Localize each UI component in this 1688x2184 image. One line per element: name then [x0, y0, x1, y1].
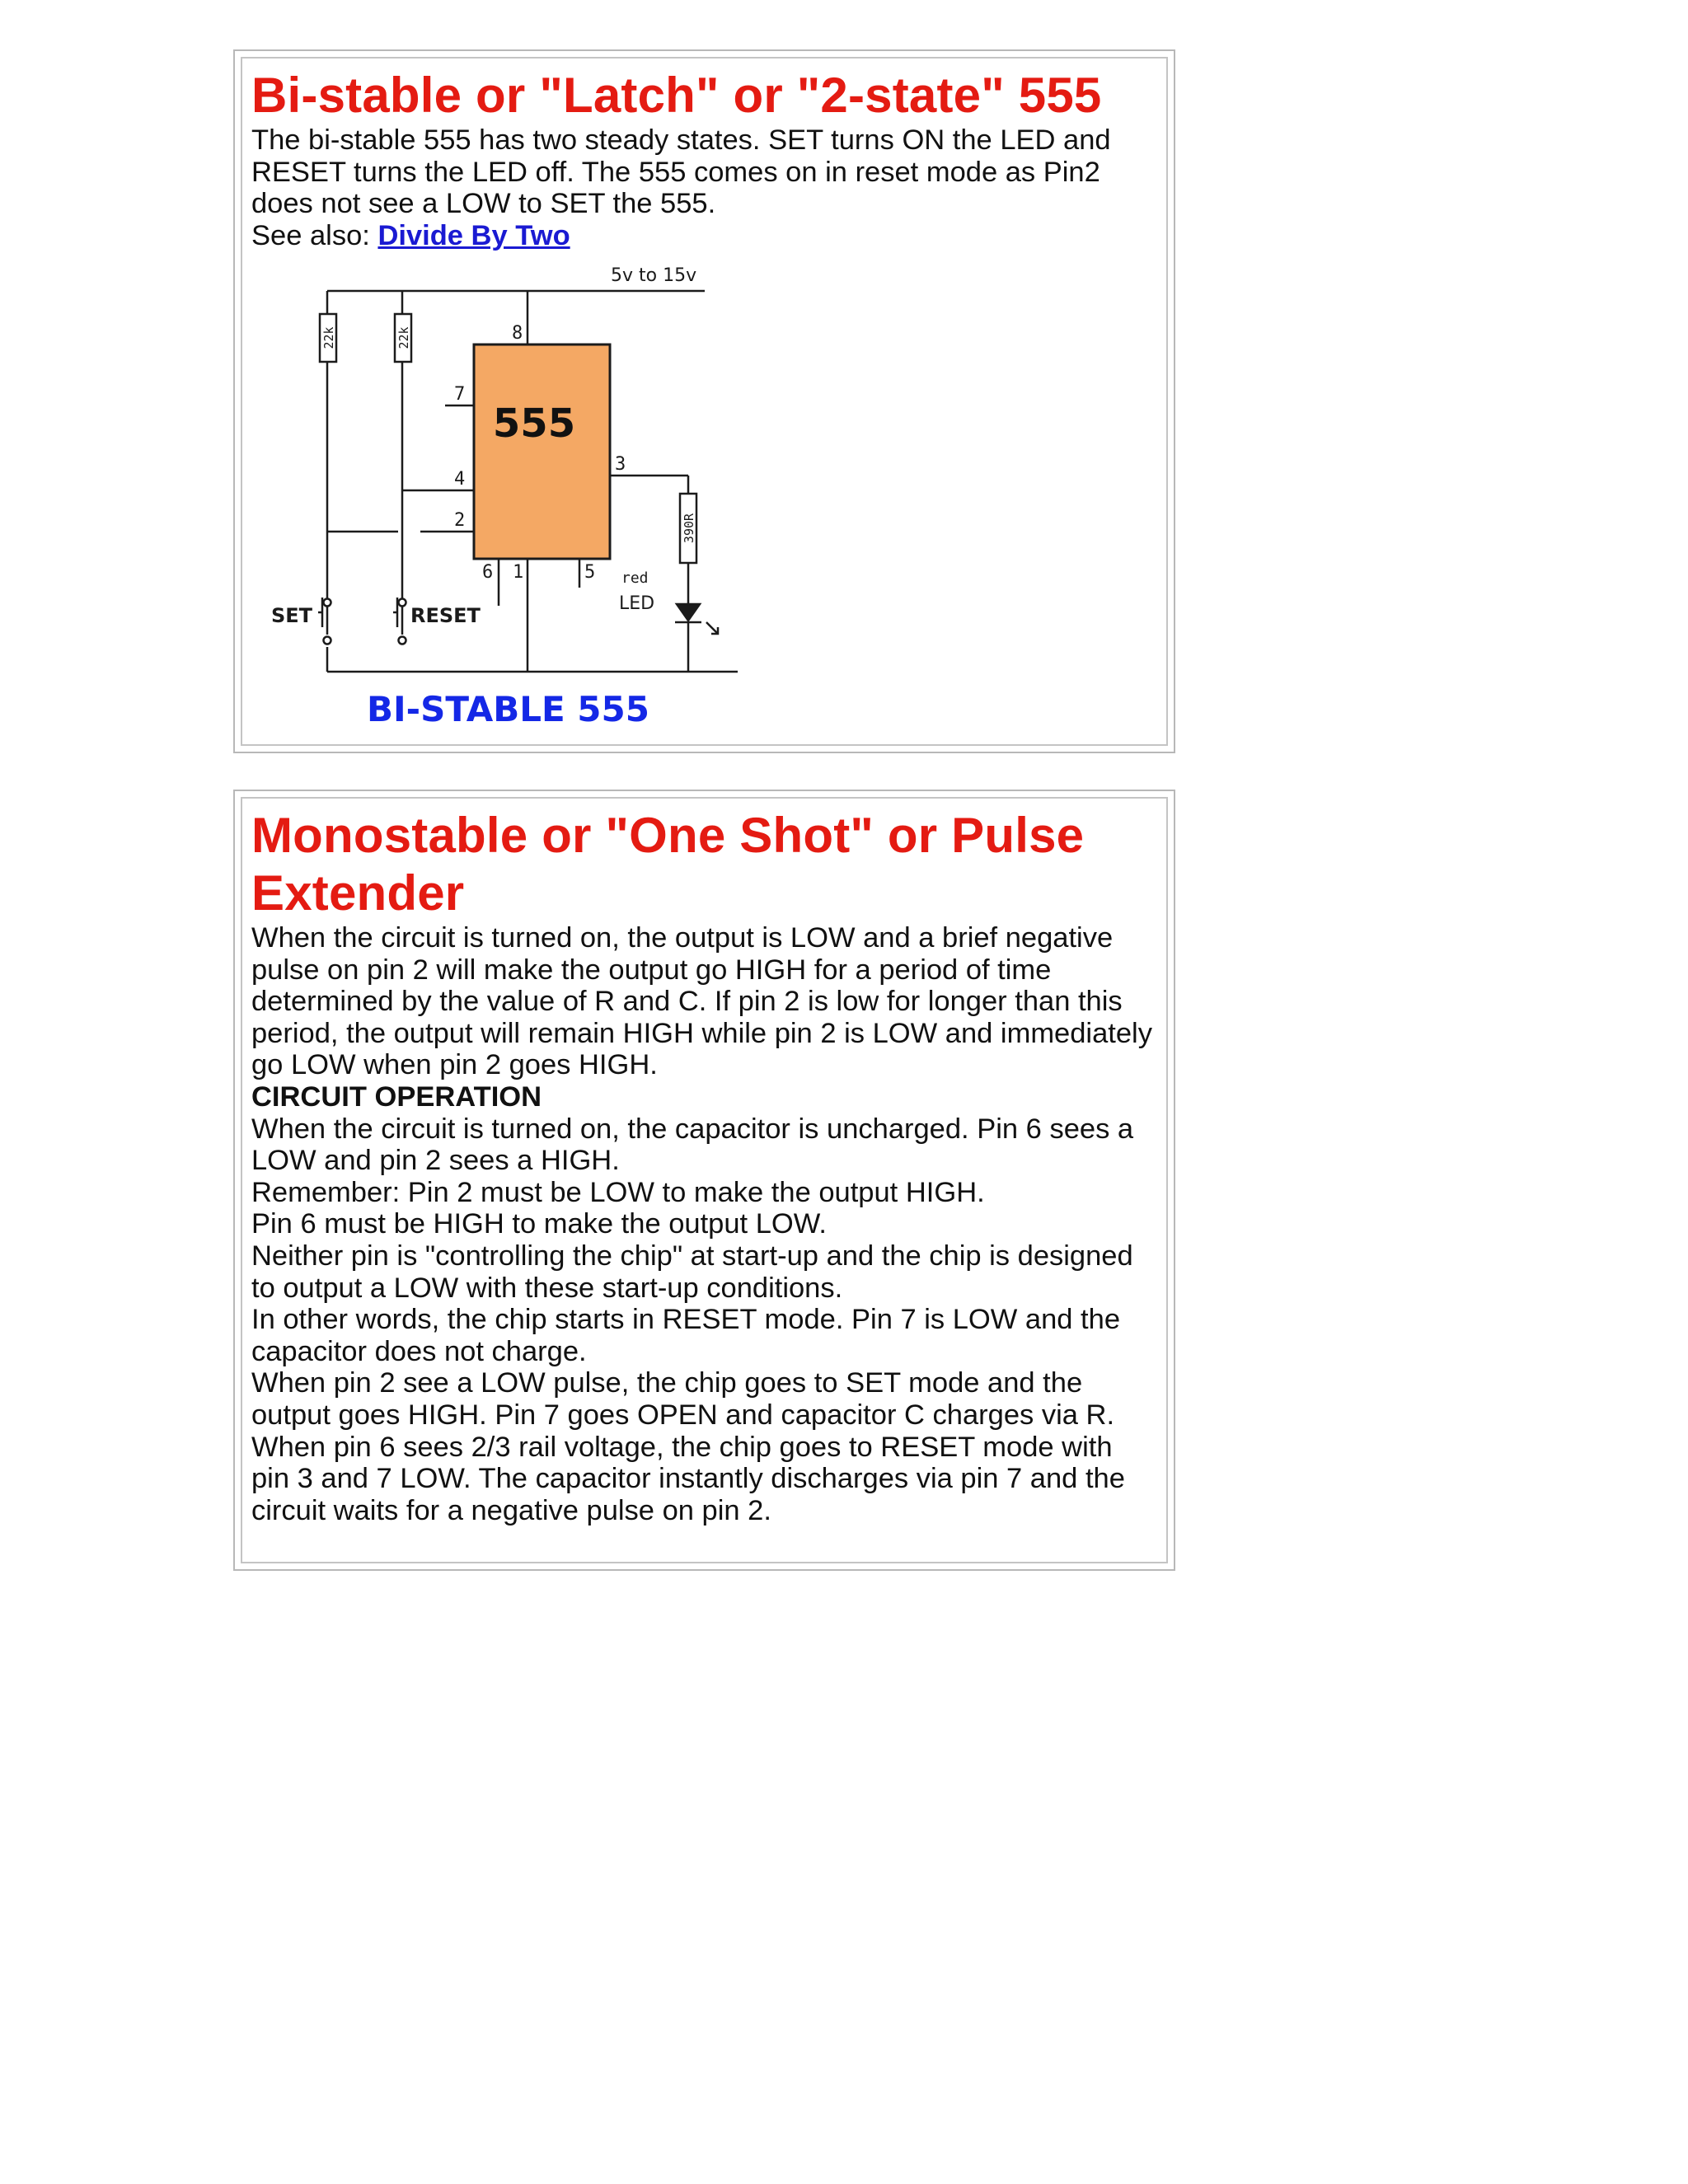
r2-label: 22k	[396, 326, 411, 349]
circuit-operation-heading: CIRCUIT OPERATION	[251, 1080, 542, 1113]
set-label: SET	[271, 604, 313, 628]
monostable-title-line1: Monostable or "One Shot" or Pulse	[251, 808, 1085, 863]
r3-label: 390R	[682, 513, 696, 544]
see-also-label: See also:	[251, 219, 378, 251]
supply-label: 5v to 15v	[611, 265, 697, 287]
bistable-panel	[233, 49, 1175, 753]
monostable-body	[251, 922, 1158, 1526]
pin2-label: 2	[454, 510, 466, 532]
operation-line: When the circuit is turned on, the capacitor is uncharged. Pin 6 sees a LOW and pin 2 sees a HIGH.	[251, 1113, 1134, 1177]
pin7-label: 7	[454, 384, 466, 405]
see-also-line	[251, 220, 1158, 252]
r1-label: 22k	[321, 326, 336, 349]
led-red-label: red	[621, 569, 649, 588]
bistable-body	[251, 124, 1158, 251]
monostable-title-line2: Extender	[251, 865, 465, 921]
monostable-title	[251, 807, 1158, 922]
set-switch	[318, 598, 331, 644]
bistable-description: The bi-stable 555 has two steady states. SET turns ON the LED and RESET turns the LED off. The 555 comes on in reset mode as Pin2 does not see a LOW to SET the 555.	[251, 124, 1111, 220]
operation-line: When pin 2 see a LOW pulse, the chip goes to SET mode and the output goes HIGH. Pin 7 goes OPEN and capacitor C charges via R. When pin 6 sees 2/3 rail voltage, the chip goes to RESET mode with pin 3 and 7 LOW. The capacitor instantly discharges via pin 7 and the circuit waits for a negative pulse on pin 2.	[251, 1367, 1125, 1526]
operation-line: Neither pin is "controlling the chip" at start-up and the chip is designed to output a LOW with these start-up conditions.	[251, 1240, 1133, 1304]
operation-line: Remember: Pin 2 must be LOW to make the output HIGH.	[251, 1176, 985, 1208]
led-symbol	[675, 604, 718, 634]
monostable-panel	[233, 790, 1175, 1571]
bistable-title: Bi-stable or "Latch" or "2-state" 555	[251, 68, 1102, 123]
pin3-label: 3	[615, 454, 626, 476]
operation-line: Pin 6 must be HIGH to make the output LOW.	[251, 1208, 827, 1240]
operation-line: In other words, the chip starts in RESET mode. Pin 7 is LOW and the capacitor does not charge.	[251, 1304, 1121, 1367]
monostable-panel-inner	[241, 797, 1168, 1563]
reset-label: RESET	[410, 604, 481, 628]
bistable-circuit-diagram	[251, 260, 762, 738]
pin8-label: 8	[512, 323, 523, 344]
divide-by-two-link[interactable]: Divide By Two	[377, 219, 570, 251]
chip-body	[474, 344, 610, 559]
pin6-label: 6	[482, 562, 494, 583]
pin5-label: 5	[584, 562, 596, 583]
pin4-label: 4	[454, 469, 466, 490]
monostable-intro: When the circuit is turned on, the output is LOW and a brief negative pulse on pin 2 will make the output go HIGH for a period of time determined by the value of R and C. If pin 2 is low for longer than this period, the output will remain HIGH while pin 2 is LOW and immediately go LOW when pin 2 goes HIGH.	[251, 922, 1152, 1081]
reset-switch	[393, 598, 406, 644]
led-label: LED	[619, 593, 655, 615]
pin1-label: 1	[513, 562, 524, 583]
diagram-caption: BI-STABLE 555	[367, 689, 649, 730]
bistable-panel-inner	[241, 57, 1168, 746]
chip-label: 555	[492, 401, 576, 448]
